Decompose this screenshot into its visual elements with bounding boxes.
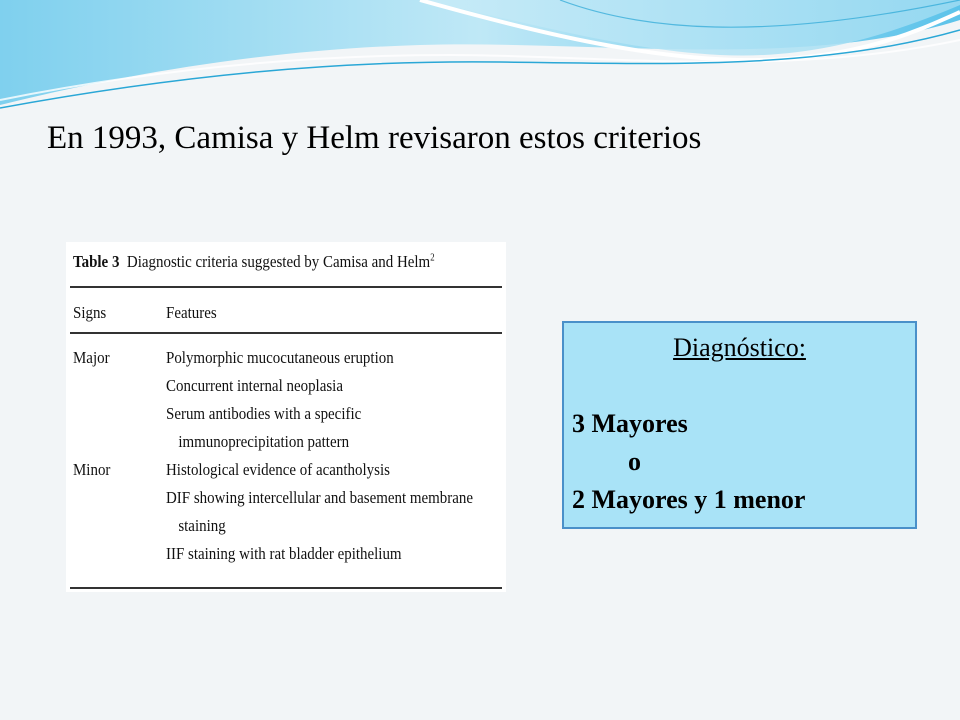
table-caption-ref: 2: [430, 252, 435, 264]
feature-item: Histological evidence of acantholysis: [166, 460, 390, 479]
criteria-table: [66, 242, 506, 592]
diagnosis-line-1: 3 Mayores: [572, 409, 688, 438]
diagnosis-line-2: o: [628, 447, 641, 476]
table-caption-text: Diagnostic criteria suggested by Camisa and Helm: [126, 252, 431, 271]
column-header-features: Features: [166, 303, 217, 322]
slide-title: En 1993, Camisa y Helm revisaron estos criterios: [47, 120, 702, 156]
sign-minor: Minor: [73, 460, 111, 479]
column-header-signs: Signs: [73, 303, 107, 322]
feature-item: IIF staining with rat bladder epithelium: [166, 544, 402, 563]
table-top-rule: [70, 286, 502, 288]
feature-item: Polymorphic mucocutaneous eruption: [166, 348, 394, 367]
diagnosis-title: Diagnóstico:: [673, 333, 806, 362]
feature-item: staining: [178, 516, 226, 535]
feature-item: Serum antibodies with a specific: [166, 404, 362, 423]
major-features: [166, 344, 394, 456]
feature-item: DIF showing intercellular and basement membrane: [166, 488, 474, 507]
header-wave-decoration: [0, 0, 960, 120]
table-caption: [73, 252, 435, 272]
feature-item: immunoprecipitation pattern: [178, 432, 350, 451]
minor-features: [166, 456, 473, 568]
table-header-rule: [70, 332, 502, 334]
table-caption-label: Table 3: [73, 252, 120, 271]
table-bottom-rule: [70, 587, 502, 589]
diagnosis-box: [562, 321, 917, 529]
diagnosis-line-3: 2 Mayores y 1 menor: [572, 485, 806, 514]
feature-item: Concurrent internal neoplasia: [166, 376, 343, 395]
sign-major: Major: [73, 348, 110, 367]
